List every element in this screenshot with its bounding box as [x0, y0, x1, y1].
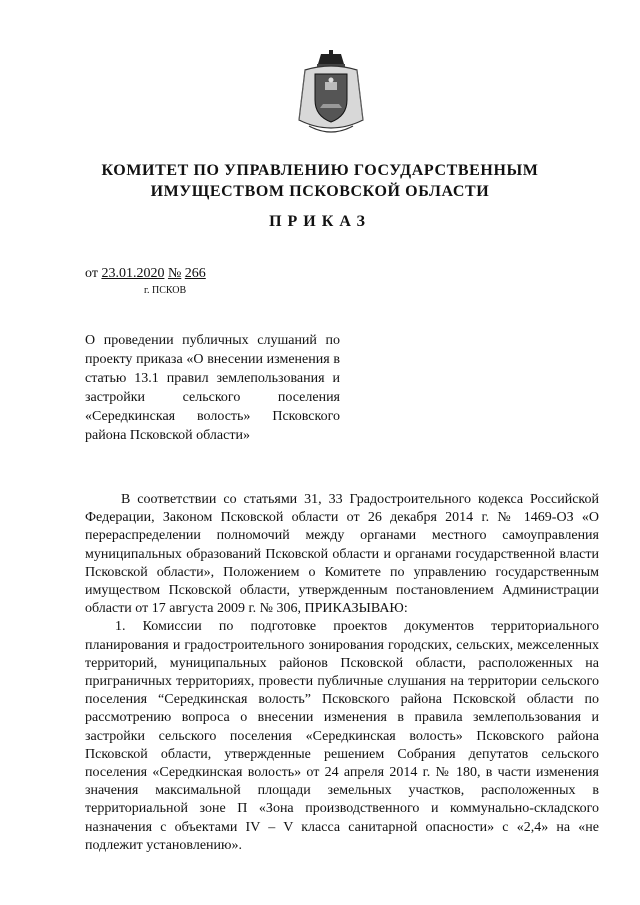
order-number-sign: № [167, 266, 182, 281]
body-item-1: 1. Комиссии по подготовке проектов документов территориального планирования и градостроительного зонирования городских, сельских, межселенных территорий, муниципальных районов Псковской области, расположенных на приграничных территориях, провести публичные слушания на территории сельского поселения “Середкинская волость” Псковского района Псковской области по рассмотрению вопроса о внесении изменения в правила землепользования и застройки сельского поселения «Середкинская волость» Псковского района Псковской области, утвержденные решением Собрания депутатов сельского поселения «Середкинская волость» от 24 апреля 2014 г. № 180, в части изменения значения максимальной площади земельных участков, расположенных в территориальной зоне П «Зона производственного и коммунально-складского назначения с объектами IV – V класса санитарной опасности» с «2,4» на «не подлежит установлению». [85, 619, 599, 853]
order-body [85, 491, 599, 855]
organization-name-line-2: ИМУЩЕСТВОМ ПСКОВСКОЙ ОБЛАСТИ [150, 183, 490, 200]
order-number: 266 [184, 266, 206, 281]
order-city: г. ПСКОВ [144, 285, 187, 296]
coat-of-arms-icon [295, 50, 367, 138]
order-subject: О проведении публичных слушаний по проекту приказа «О внесении изменения в статью 13.1 правил землепользования и застройки сельского поселения «Середкинская волость» Псковского района Псковской области» [85, 333, 340, 443]
order-date-number [85, 266, 206, 282]
order-prefix: от [85, 266, 98, 281]
order-date: 23.01.2020 [101, 266, 165, 281]
organization-name-line-1: КОМИТЕТ ПО УПРАВЛЕНИЮ ГОСУДАРСТВЕННЫМ [101, 162, 539, 179]
organization-name [0, 160, 640, 202]
document-type: ПРИКАЗ [269, 213, 371, 230]
body-preamble: В соответствии со статьями 31, 33 Градостроительного кодекса Российской Федерации, Законом Псковской области от 26 декабря 2014 г. № 1469-ОЗ «О перераспределении полномочий между органами местного самоуправления муниципальных образований Псковской области и органами государственной власти Псковской области», Положением о Комитете по управлению государственным имуществом Псковской области, утвержденным постановлением Администрации области от 17 августа 2009 г. № 306, ПРИКАЗЫВАЮ: [85, 492, 599, 617]
